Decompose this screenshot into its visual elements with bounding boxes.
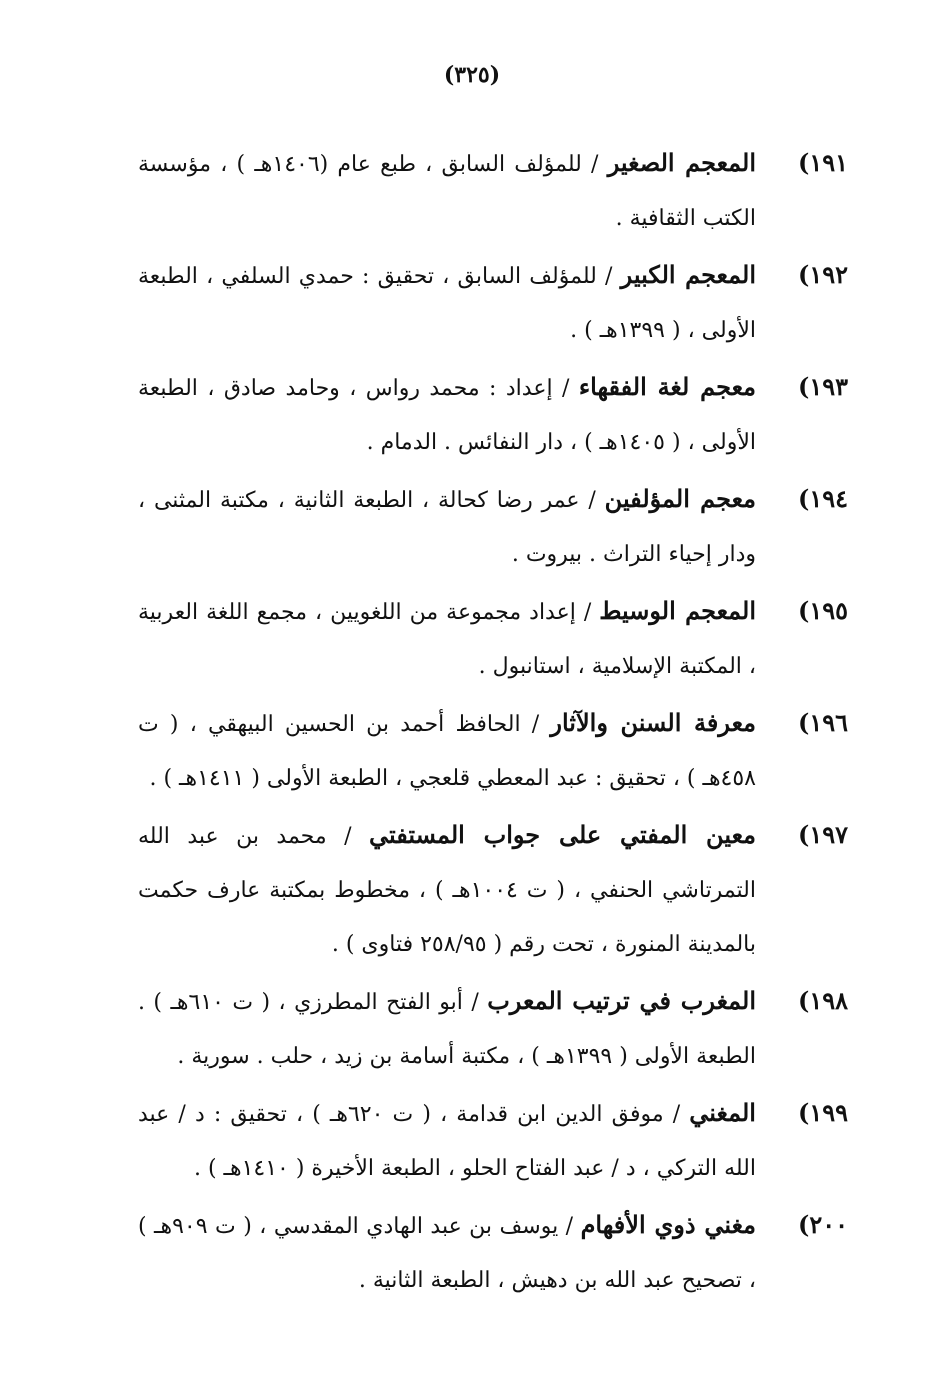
entry-title: المعجم الكبير (620, 260, 756, 289)
entry-number: ١٩٦) (797, 708, 848, 737)
entry-title: المغرب في ترتيب المعرب (487, 986, 756, 1015)
bibliography-entry (138, 248, 848, 358)
bibliography-list (138, 136, 848, 1310)
entry-body (138, 584, 756, 694)
entry-text: / إعداد : محمد رواس ، وحامد صادق ، الطبعة الأولى ، ( ١٤٠٥هـ ) ، دار النفائس . الدمام . (138, 376, 756, 455)
entry-title: معرفة السنن والآثار (550, 708, 756, 737)
entry-title: معجم لغة الفقهاء (578, 372, 757, 401)
entry-text: / الحافظ أحمد بن الحسين البيهقي ، ( ت ٤٥٨هـ ) ، تحقيق : عبد المعطي قلعجي ، الطبعة الأولى ( ١٤١١هـ ) . (138, 712, 756, 791)
entry-title: مغني ذوي الأفهام (580, 1210, 757, 1239)
entry-body (138, 360, 756, 470)
entry-number: ١٩٩) (797, 1098, 848, 1127)
bibliography-entry (138, 974, 848, 1084)
entry-title: معين المفتي على جواب المستفتي (368, 820, 757, 849)
entry-number: ١٩٨) (797, 986, 848, 1015)
entry-body (138, 136, 756, 246)
entry-text: / إعداد مجموعة من اللغويين ، مجمع اللغة العربية ، المكتبة الإسلامية ، استانبول . (138, 600, 756, 679)
entry-number: ١٩٤) (797, 484, 848, 513)
entry-text: / للمؤلف السابق ، طبع عام (١٤٠٦هـ ) ، مؤسسة الكتب الثقافية . (138, 152, 756, 231)
bibliography-entry (138, 584, 848, 694)
entry-body (138, 248, 756, 358)
bibliography-entry (138, 696, 848, 806)
entry-number: ١٩٣) (797, 372, 848, 401)
entry-text: / للمؤلف السابق ، تحقيق : حمدي السلفي ، الطبعة الأولى ، ( ١٣٩٩هـ ) . (138, 264, 756, 343)
entry-number: ١٩١) (797, 148, 848, 177)
entry-body (138, 472, 756, 582)
entry-number: ١٩٥) (797, 596, 848, 625)
entry-body (138, 696, 756, 806)
entry-body (138, 1198, 756, 1308)
entry-number: ١٩٧) (797, 820, 848, 849)
entry-text: / أبو الفتح المطرزي ، ( ت ٦١٠هـ ) . الطبعة الأولى ( ١٣٩٩هـ ) ، مكتبة أسامة بن زيد ، حلب . سورية . (138, 990, 756, 1069)
entry-number: ١٩٢) (797, 260, 848, 289)
page-number: (٣٢٥) (443, 62, 501, 88)
entry-text: / محمد بن عبد الله التمرتاشي الحنفي ، ( ت ١٠٠٤هـ ) ، مخطوط بمكتبة عارف حكمت بالمدينة المنورة ، تحت رقم ( ٢٥٨/٩٥ فتاوى ) . (138, 824, 756, 957)
entry-text: / عمر رضا كحالة ، الطبعة الثانية ، مكتبة المثنى ، ودار إحياء التراث . بيروت . (138, 488, 756, 567)
bibliography-entry (138, 136, 848, 246)
entry-text: / موفق الدين ابن قدامة ، ( ت ٦٢٠هـ ) ، تحقيق : د / عبد الله التركي ، د / عبد الفتاح الحلو ، الطبعة الأخيرة ( ١٤١٠هـ ) . (138, 1102, 756, 1181)
bibliography-entry (138, 1198, 848, 1308)
entry-text: / يوسف بن عبد الهادي المقدسي ، ( ت ٩٠٩هـ ) ، تصحيح عبد الله بن دهيش ، الطبعة الثانية . (138, 1214, 756, 1293)
entry-body (138, 974, 756, 1084)
bibliography-entry (138, 360, 848, 470)
entry-title: المعجم الوسيط (599, 596, 757, 625)
bibliography-entry (138, 808, 848, 972)
entry-body (138, 808, 756, 972)
entry-body (138, 1086, 756, 1196)
entry-number: ٢٠٠) (797, 1210, 848, 1239)
bibliography-entry (138, 472, 848, 582)
entry-title: المغني (689, 1098, 756, 1127)
entry-title: معجم المؤلفين (604, 484, 756, 513)
bibliography-entry (138, 1086, 848, 1196)
entry-title: المعجم الصغير (607, 148, 757, 177)
